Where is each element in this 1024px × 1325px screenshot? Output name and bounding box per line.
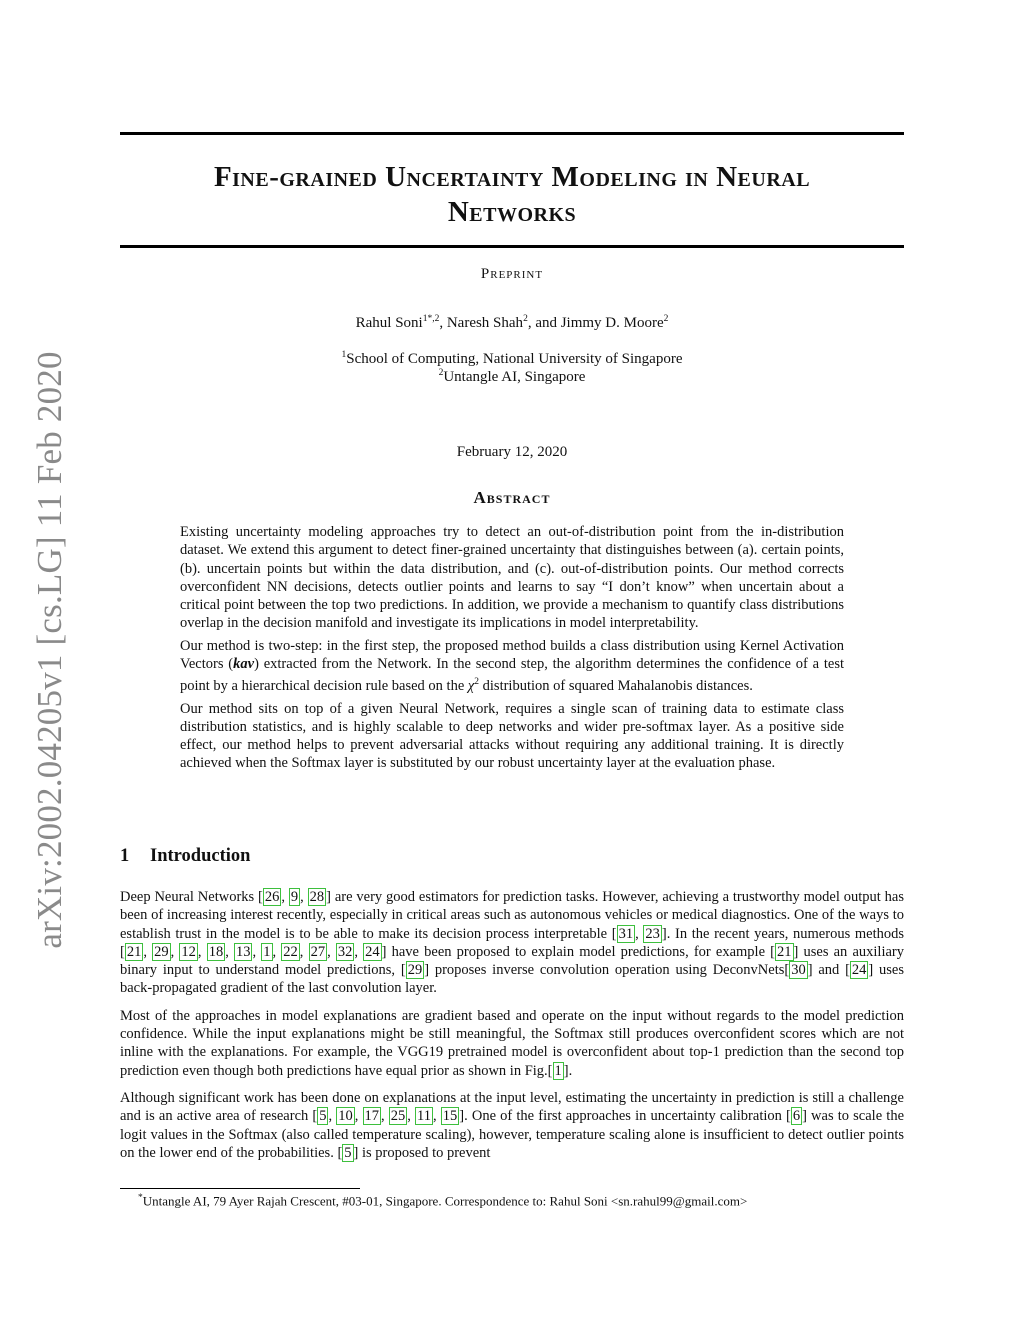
citation-link[interactable]: 21 (126, 943, 142, 960)
body-text-run: ] are very good estimators for prediction tasks. However, achieving a trustworthy model output has been of increasing interest recently, especially in critical areas such as autonomous vehicles or medical diagnostics. One of the ways to establish trust in the model is to be able to make its decision process interpretable [ (120, 889, 905, 942)
citation-link[interactable]: 27 (310, 943, 326, 960)
title-line-2: Networks (447, 196, 577, 228)
citation-link[interactable]: 22 (283, 943, 298, 960)
author-name: Rahul Soni (355, 315, 423, 331)
author-list (0, 314, 1024, 332)
abstract-paragraph: Our method sits on top of a given Neural Network, requires a single scan of training data to estimate class distribution statistics, and is highly scalable to deep networks and wider pre-softmax layer. As a positive side effect, our method helps to prevent adversarial attacks without requiring any additional training. It is directly achieved when the Softmax layer is substituted by our robust uncertainty layer at the evaluation phase. (180, 700, 844, 772)
abstract-text: distribution of squared Mahalanobis distances. (479, 678, 753, 695)
body-text-run: ] is proposed to prevent (353, 1144, 491, 1161)
section-heading (120, 846, 250, 867)
footnote-mark: * (138, 1193, 143, 1203)
body-paragraph: Deep Neural Networks [ 26 , 9 , 28 ] are very good estimators for prediction tasks. However, achieving a trustworthy model output has been of increasing interest recently, especially in critical areas such as autonomous vehicles or medical diagnostics. One of the ways to establish trust in the model is to be able to make its decision process interpretable [ 31 , 23 ]. In the recent years, numerous methods [ 21 , 29 , 12 , 18 , 13 , 1 , 22 , 27 , 32 , 24 ] have been proposed to explain model predictions, for example [ 21 ] uses an auxiliary binary input to understand model predictions, [ 29 ] proposes inverse convolution operation using DeconvNets[ 30 ] and [ 24 ] uses back-propagated gradient of the last convolution layer. (120, 889, 905, 997)
affiliation-text: School of Computing, National University of Singapore (346, 351, 683, 367)
body-text-run: ] uses an auxiliary binary input to understand model predictions, [ (120, 943, 905, 979)
body-text-run: ] was to scale the logit values in the Softmax (also called temperature scaling), however, temperature scaling alone is insufficient to detect outlier points on the lower end of the probabilities. [ (120, 1108, 905, 1161)
affiliation-text: Untangle AI, Singapore (443, 369, 586, 385)
chi-exponent: 2 (474, 677, 480, 688)
publication-date: February 12, 2020 (456, 444, 568, 460)
body-paragraph: Although significant work has been done on explanations at the input level, estimating the uncertainty in prediction is still a challenge and is an active area of research [ 5 , 10 , 17 , 25 , 11 , 15 ]. One of the first approaches in uncertainty calibration [ 6 ] was to scale the logit values in the Softmax (also called temperature scaling), however, temperature scaling alone is insufficient to detect outlier points on the lower end of the probabilities. [ 5 ] is proposed to prevent (120, 1089, 905, 1161)
footnote-rule (120, 1188, 360, 1189)
kav-symbol: kav (233, 656, 255, 673)
citation-link[interactable]: 28 (309, 889, 325, 905)
section-title: Introduction (150, 846, 251, 866)
citation-link[interactable]: 15 (442, 1108, 458, 1125)
citation-link[interactable]: 18 (208, 943, 224, 960)
citation-link[interactable]: 21 (777, 943, 792, 960)
body-paragraph (120, 1007, 904, 1080)
body-text-run: ] and [ (807, 962, 850, 979)
affiliation (0, 368, 1024, 386)
arxiv-identifier: arXiv:2002.04205v1 [cs.LG] 11 Feb 2020 (30, 351, 69, 949)
body-text-run: Most of the approaches in model explanations are gradient based and operate on the input without regards to the model prediction confidence. While the input explanations might be still meaningful, the Softmax still produces overconfident scores which are not inline with the explanations. For example, the VGG19 pretrained model is overconfident about top-1 prediction than the second top prediction even though both predictions have equal prior as shown in Fig.[ (120, 1007, 904, 1079)
body-text-run: ]. One of the first approaches in uncertainty calibration [ (459, 1108, 791, 1125)
preprint-label: Preprint (480, 266, 544, 282)
title-bottom-rule (120, 245, 904, 248)
citation-link[interactable]: 10 (338, 1108, 353, 1125)
citation-link[interactable]: 17 (364, 1108, 380, 1125)
body-text-run: Although significant work has been done on explanations at the input level, estimating the uncertainty in prediction is still a challenge and is an active area of research [ (120, 1089, 904, 1125)
citation-link[interactable]: 31 (618, 925, 634, 942)
abstract (180, 523, 844, 777)
affiliation-superscript: 1 (341, 350, 347, 360)
body-text-run: ] proposes inverse convolution operation using DeconvNets[ (424, 962, 790, 979)
section-number: 1 (120, 846, 130, 866)
title-top-rule (120, 132, 904, 135)
author-superscript: 1*,2 (422, 314, 440, 324)
citation-link[interactable]: 32 (337, 943, 353, 960)
abstract-text: Our method is two-step: in the first step, the proposed method builds a class distribution using Kernel Activation Vectors ( (180, 637, 844, 673)
body-text-run: ] uses back-propagated gradient of the last convolution layer. (120, 962, 905, 997)
citation-link[interactable]: 5 (319, 1108, 327, 1125)
citation-link[interactable]: 5 (344, 1144, 352, 1161)
body-text-run: ]. (563, 1062, 573, 1079)
author-superscript: 2 (523, 314, 528, 324)
citation-link[interactable]: 24 (851, 962, 867, 979)
citation-link[interactable]: 11 (417, 1108, 432, 1125)
citation-link[interactable]: 29 (154, 943, 169, 960)
chi-symbol: χ (467, 678, 475, 695)
citation-link[interactable]: 24 (365, 943, 380, 960)
citation-link[interactable]: 23 (645, 925, 660, 942)
title-line-1: Fine-grained Uncertainty Modeling in Neural (213, 161, 811, 193)
citation-link[interactable]: 9 (290, 889, 299, 905)
citation-link[interactable]: 29 (407, 962, 423, 979)
citation-link[interactable]: 1 (263, 943, 271, 960)
body-text-run: ]. In the recent years, numerous methods [ (120, 925, 905, 960)
author-superscript: 2 (663, 314, 669, 324)
citation-link[interactable]: 30 (791, 962, 806, 979)
abstract-paragraph (180, 637, 844, 696)
abstract-heading: Abstract (473, 488, 551, 507)
footnote (138, 1193, 747, 1209)
citation-link[interactable]: 12 (181, 943, 196, 960)
author-name: , Naresh Shah (439, 315, 524, 331)
abstract-paragraph: Existing uncertainty modeling approaches try to detect an out-of-distribution point from the in-distribution dataset. We extend this argument to detect finer-grained uncertainty that distinguishes between (a). certain points, (b). uncertain points but within the data distribution, and (c). out-of-distribution points. Our method corrects overconfident NN decisions, detects outlier points and learns to say “I don’t know” when uncertain about a critical point between the top two predictions. In addition, we provide a mechanism to quantify class distributions overlap in the decision manifold and investigate its implications in model interpretability. (180, 524, 844, 632)
arxiv-sidebar (30, 350, 70, 950)
affiliation-superscript: 2 (438, 368, 444, 378)
citation-link[interactable]: 25 (390, 1108, 406, 1125)
paper-title (120, 160, 904, 230)
body-text-run: ] have been proposed to explain model predictions, for example [ (381, 943, 776, 960)
author-name: , and Jimmy D. Moore (527, 315, 664, 331)
affiliation (0, 350, 1024, 368)
abstract-text: ) extracted from the Network. In the second step, the algorithm determines the confidence of a test point by a hierarchical decision rule based on the (180, 656, 844, 695)
citation-link[interactable]: 13 (235, 943, 251, 960)
body-text (120, 888, 904, 1171)
citation-link[interactable]: 26 (264, 889, 280, 905)
citation-link[interactable]: 6 (792, 1108, 801, 1125)
body-text-run: Deep Neural Networks [ (120, 889, 263, 905)
figure-link[interactable]: 1 (554, 1062, 562, 1079)
footnote-text: Untangle AI, 79 Ayer Rajah Crescent, #03-01, Singapore. Correspondence to: Rahul Soni <sn.rahul99@gmail.com> (142, 1193, 748, 1209)
